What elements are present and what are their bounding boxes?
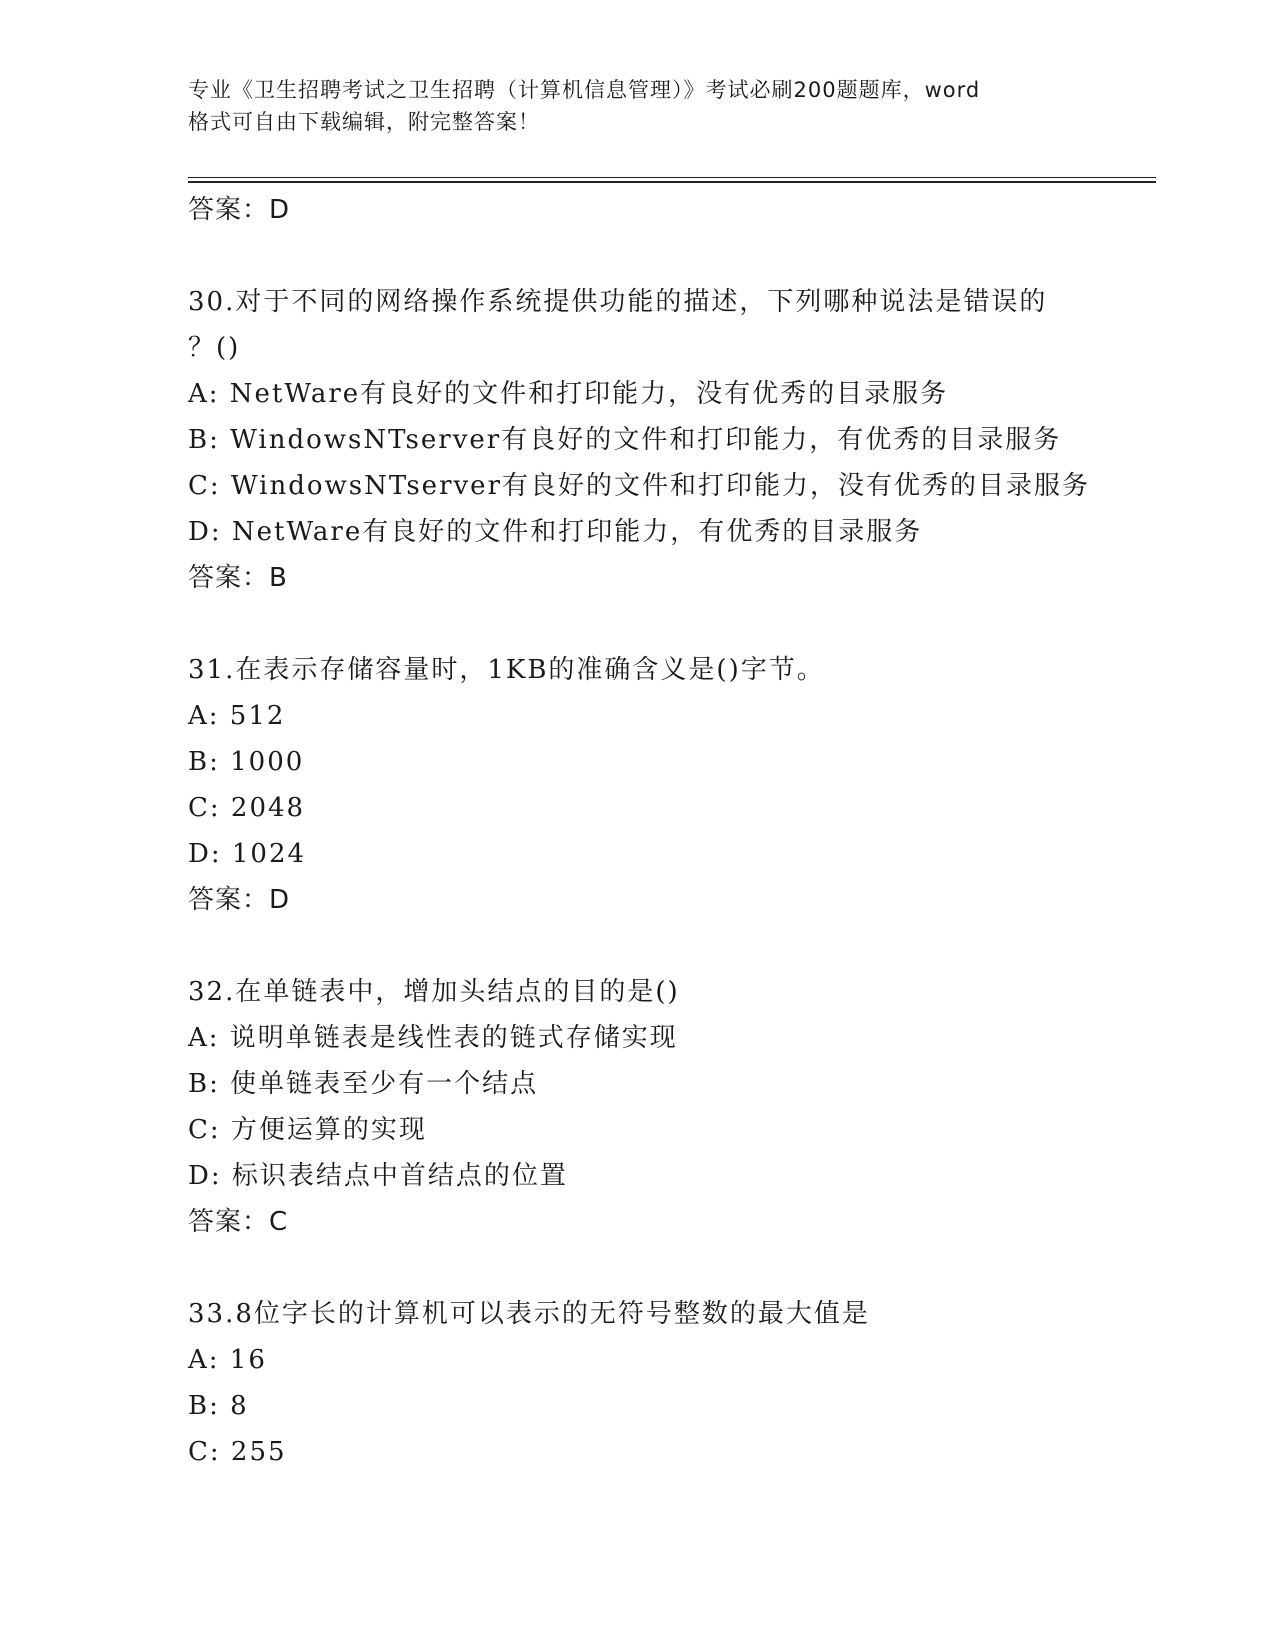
question-list	[188, 187, 1148, 1475]
answer: 答案：C	[188, 1207, 289, 1237]
answer-29: 答案：D	[188, 195, 291, 225]
question-30	[188, 279, 1148, 601]
question-stem: 33.8位字长的计算机可以表示的无符号整数的最大值是	[188, 1299, 870, 1329]
option-c: C: WindowsNTserver有良好的文件和打印能力，没有优秀的目录服务	[188, 471, 1091, 501]
option-d: D: 1024	[188, 839, 307, 869]
question-31	[188, 647, 1148, 923]
option-b: B: WindowsNTserver有良好的文件和打印能力，有优秀的目录服务	[188, 425, 1062, 455]
header-divider-thin	[188, 177, 1156, 178]
question-stem: 30.对于不同的网络操作系统提供功能的描述，下列哪种说法是错误的	[188, 287, 1048, 317]
question-stem: 31.在表示存储容量时，1KB的准确含义是()字节。	[188, 655, 825, 685]
option-b: B: 8	[188, 1391, 249, 1421]
spacer	[188, 1245, 1148, 1291]
option-a: A: 说明单链表是线性表的链式存储实现	[188, 1023, 678, 1053]
question-32	[188, 969, 1148, 1245]
spacer	[188, 601, 1148, 647]
option-d: D: 标识表结点中首结点的位置	[188, 1161, 568, 1191]
header-divider-thick	[188, 181, 1156, 183]
page-header	[188, 74, 1088, 138]
question-stem: 32.在单链表中，增加头结点的目的是()	[188, 977, 680, 1007]
question-stem-continued: ？()	[188, 333, 241, 363]
answer: 答案：B	[188, 563, 288, 593]
header-title-line-2: 格式可自由下载编辑，附完整答案！	[188, 110, 540, 134]
option-b: B: 1000	[188, 747, 305, 777]
option-a: A: NetWare有良好的文件和打印能力，没有优秀的目录服务	[188, 379, 949, 409]
option-c: C: 方便运算的实现	[188, 1115, 427, 1145]
spacer	[188, 233, 1148, 279]
option-d: D: NetWare有良好的文件和打印能力，有优秀的目录服务	[188, 517, 923, 547]
option-c: C: 255	[188, 1437, 287, 1467]
option-c: C: 2048	[188, 793, 306, 823]
question-33	[188, 1291, 1148, 1475]
header-title-line-1: 专业《卫生招聘考试之卫生招聘（计算机信息管理）》考试必刷200题题库，word	[188, 78, 981, 102]
option-b: B: 使单链表至少有一个结点	[188, 1069, 539, 1099]
spacer	[188, 923, 1148, 969]
option-a: A: 16	[188, 1345, 267, 1375]
option-a: A: 512	[188, 701, 286, 731]
answer: 答案：D	[188, 885, 291, 915]
